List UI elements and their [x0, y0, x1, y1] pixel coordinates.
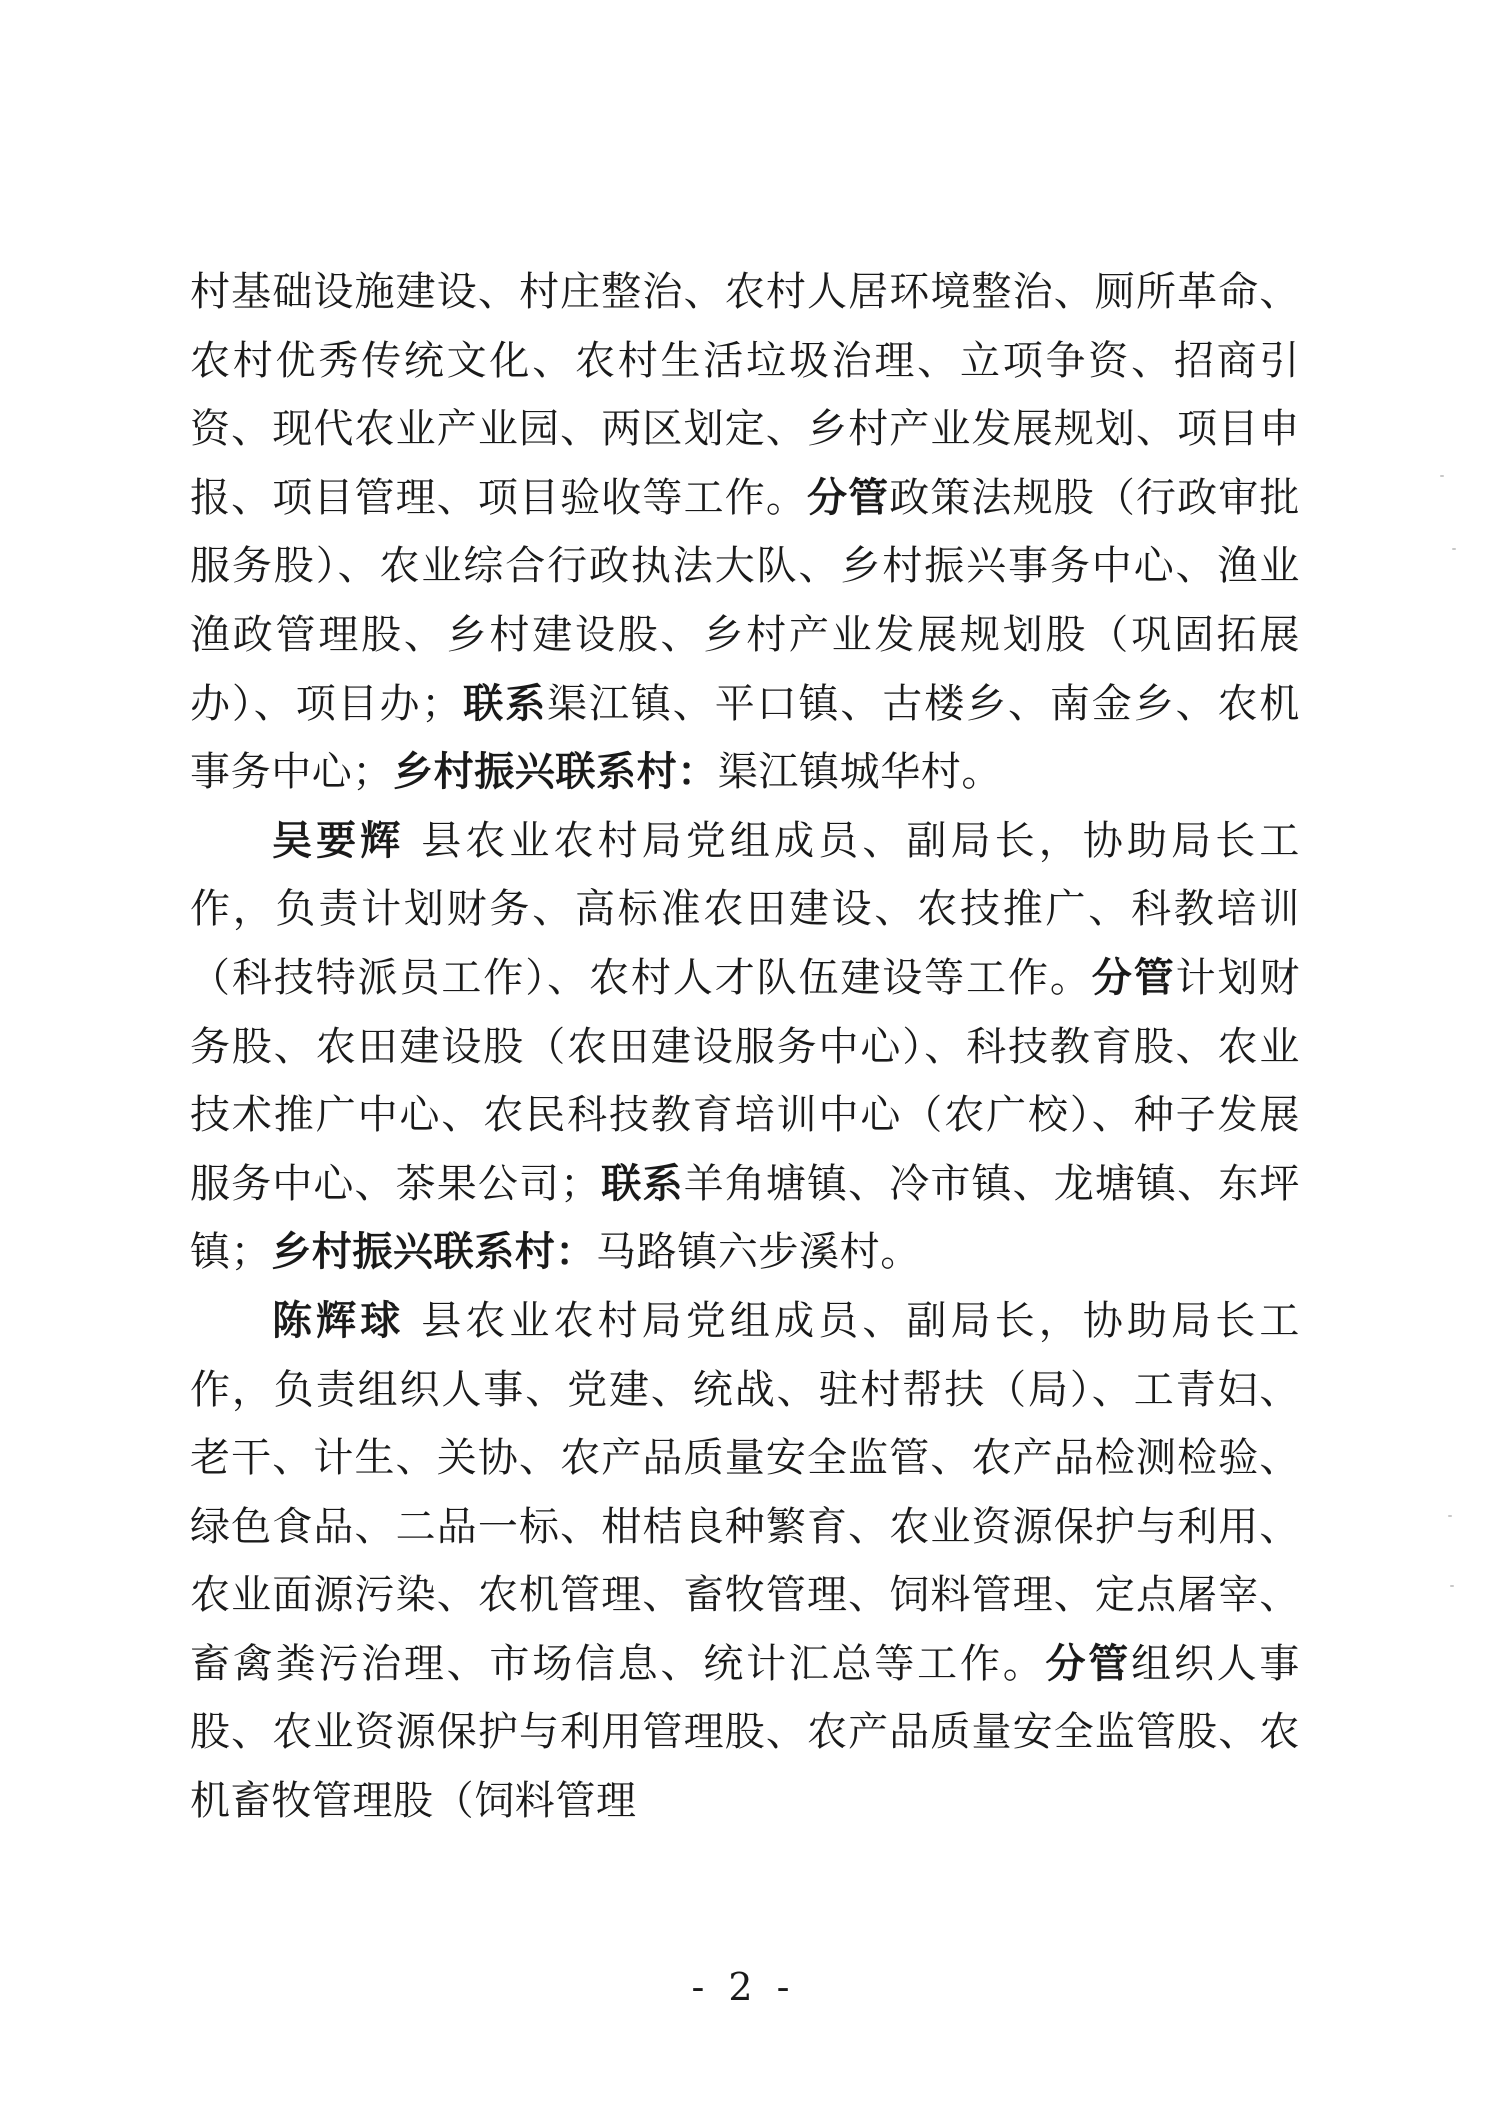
label-lianxi: 联系: [462, 679, 548, 727]
text-segment: 马路镇六步溪村。: [596, 1229, 921, 1276]
scan-speck: [1452, 548, 1456, 550]
text-segment: 渠江镇、平口镇、古楼乡、南金乡、农机事务中心；: [190, 680, 1300, 796]
text-segment: 县农业农村局党组成员、副局长，协助局长工作，负责计划财务、高标准农田建设、农技推广、科教培训（科技特派员工作）、农村人才队伍建设等工作。: [190, 817, 1300, 1001]
label-fenguan: 分管: [1091, 953, 1176, 1001]
scan-speck: [1448, 1515, 1452, 1517]
text-segment: 渠江镇城华村。: [717, 749, 1003, 796]
paragraph-1: [190, 258, 1300, 807]
scan-speck: [1450, 1585, 1454, 1587]
document-body: [190, 258, 1300, 1836]
label-fenguan: 分管: [806, 473, 890, 521]
paragraph-3: [190, 1287, 1300, 1836]
text-segment: 计划财务股、农田建设股（农田建设服务中心）、科技教育股、农业技术推广中心、农民科技教育培训中心（农广校）、种子发展服务中心、茶果公司；: [190, 954, 1301, 1207]
label-lianxi: 联系: [600, 1159, 684, 1207]
scan-speck: [1440, 475, 1444, 477]
person-name: 吴要辉: [272, 816, 405, 864]
person-name: 陈辉球: [272, 1296, 405, 1344]
paragraph-2: [190, 807, 1300, 1287]
label-fenguan: 分管: [1045, 1639, 1132, 1687]
text-segment: 政策法规股（行政审批服务股）、农业综合行政执法大队、乡村振兴事务中心、渔业渔政管理股、乡村建设股、乡村产业发展规划股（巩固拓展办）、项目办；: [190, 474, 1301, 727]
text-segment: 村基础设施建设、村庄整治、农村人居环境整治、厕所革命、农村优秀传统文化、农村生活垃圾治理、立项争资、招商引资、现代农业产业园、两区划定、乡村产业发展规划、项目申报、项目管理、项目验收等工作。: [190, 269, 1300, 521]
text-segment: 羊角塘镇、冷市镇、龙塘镇、东坪镇；: [190, 1160, 1301, 1276]
label-liaison-village: 乡村振兴联系村：: [393, 748, 718, 796]
label-liaison-village: 乡村振兴联系村：: [271, 1228, 597, 1276]
page-number: - 2 -: [691, 1965, 796, 2009]
text-segment: 组织人事股、农业资源保护与利用管理股、农产品质量安全监管股、农机畜牧管理股（饲料管理: [190, 1640, 1301, 1825]
text-segment: 县农业农村局党组成员、副局长，协助局长工作，负责组织人事、党建、统战、驻村帮扶（局）、工青妇、老干、计生、关协、农产品质量安全监管、农产品检测检验、绿色食品、二品一标、柑桔良种繁育、农业资源保护与利用、农业面源污染、农机管理、畜牧管理、饲料管理、定点屠宰、畜禽粪污治理、市场信息、统计汇总等工作。: [190, 1297, 1300, 1687]
